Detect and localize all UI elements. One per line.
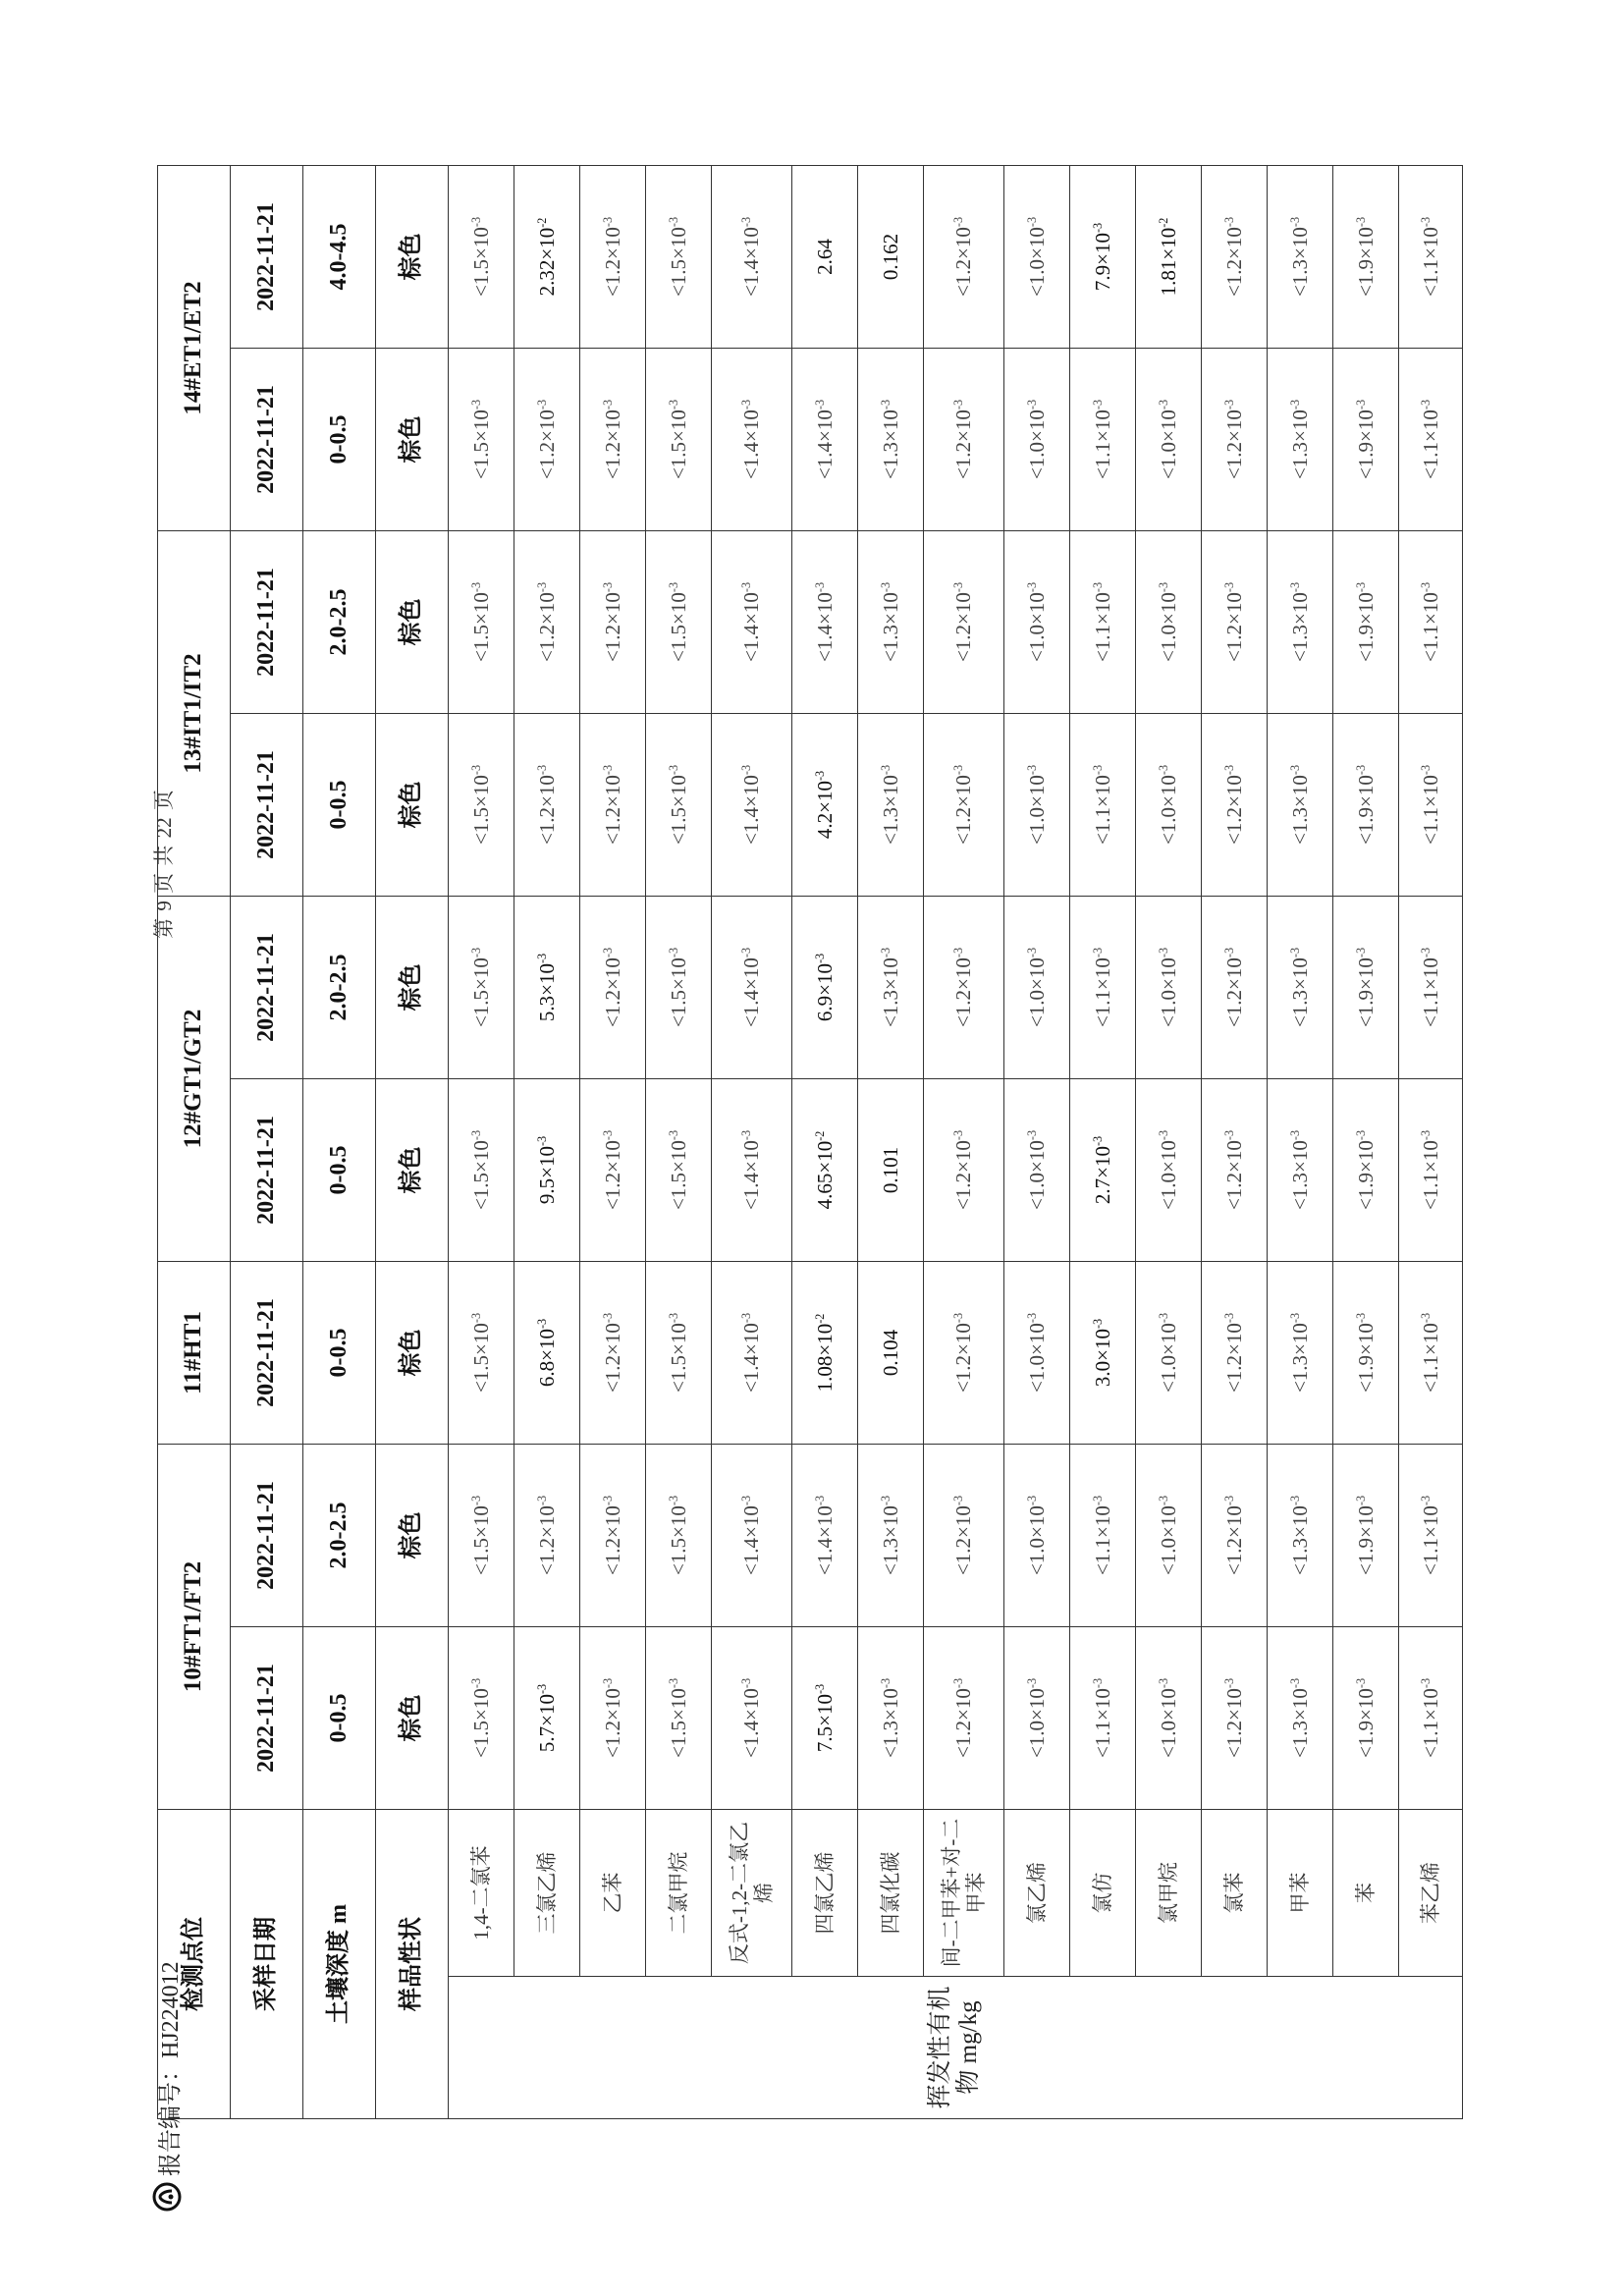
sample-date: 2022-11-21 — [231, 1262, 303, 1445]
compound-row — [1004, 165, 1070, 2118]
result-value: $<1.0\times 10^{-3}$ — [1136, 1079, 1202, 1262]
result-value: $<1.0\times 10^{-3}$ — [1004, 897, 1070, 1079]
sample-appearance: 棕色 — [376, 1262, 449, 1445]
result-value: $<1.9\times 10^{-3}$ — [1333, 348, 1399, 530]
sample-date: 2022-11-21 — [231, 530, 303, 713]
result-value: $<1.2\times 10^{-3}$ — [924, 348, 1004, 530]
result-value: $<1.9\times 10^{-3}$ — [1333, 1079, 1399, 1262]
result-value: $<1.5\times 10^{-3}$ — [449, 1627, 514, 1810]
result-value: $<1.3\times 10^{-3}$ — [1268, 165, 1333, 348]
sample-appearance: 棕色 — [376, 1079, 449, 1262]
results-table-body — [158, 165, 1463, 2118]
result-value: $<1.1\times 10^{-3}$ — [1399, 714, 1463, 897]
result-value: $<1.0\times 10^{-3}$ — [1004, 530, 1070, 713]
results-table-wrapper — [157, 168, 1455, 2119]
result-value: $<1.2\times 10^{-3}$ — [580, 530, 646, 713]
result-value: $<1.2\times 10^{-3}$ — [924, 1627, 1004, 1810]
compound-name: 乙苯 — [580, 1810, 646, 1977]
result-value: $<1.2\times 10^{-3}$ — [580, 897, 646, 1079]
sample-appearance: 棕色 — [376, 530, 449, 713]
result-value: $<1.2\times 10^{-3}$ — [514, 1445, 580, 1627]
result-value: $<1.5\times 10^{-3}$ — [449, 1079, 514, 1262]
compound-row — [1136, 165, 1202, 2118]
result-value: $<1.0\times 10^{-3}$ — [1004, 1262, 1070, 1445]
result-value: $<1.2\times 10^{-3}$ — [924, 714, 1004, 897]
result-value: $<1.9\times 10^{-3}$ — [1333, 1262, 1399, 1445]
results-table — [157, 165, 1463, 2119]
result-value: $<1.1\times 10^{-3}$ — [1399, 1445, 1463, 1627]
result-value: $<1.5\times 10^{-3}$ — [646, 165, 712, 348]
result-value: $<1.4\times 10^{-3}$ — [792, 1445, 858, 1627]
result-value: $<1.2\times 10^{-3}$ — [1202, 530, 1268, 713]
compound-row — [858, 165, 924, 2118]
result-value: $<1.4\times 10^{-3}$ — [712, 1627, 792, 1810]
result-value: $<1.1\times 10^{-3}$ — [1070, 714, 1136, 897]
result-value: $<1.0\times 10^{-3}$ — [1136, 1445, 1202, 1627]
compound-row — [1399, 165, 1463, 2118]
result-value: $<1.1\times 10^{-3}$ — [1070, 1445, 1136, 1627]
result-value: $<1.5\times 10^{-3}$ — [646, 1627, 712, 1810]
result-value: $<1.4\times 10^{-3}$ — [712, 1445, 792, 1627]
compound-row — [792, 165, 858, 2118]
result-value: $<1.4\times 10^{-3}$ — [792, 348, 858, 530]
result-value: $<1.2\times 10^{-3}$ — [514, 530, 580, 713]
result-value: $<1.1\times 10^{-3}$ — [1399, 1627, 1463, 1810]
result-value: $<1.2\times 10^{-3}$ — [924, 1445, 1004, 1627]
location-row — [158, 165, 231, 2118]
result-value: $3.0\times 10^{-3}$ — [1070, 1262, 1136, 1445]
result-value: $<1.2\times 10^{-3}$ — [924, 1079, 1004, 1262]
result-value: $<1.0\times 10^{-3}$ — [1004, 1079, 1070, 1262]
result-value: $<1.0\times 10^{-3}$ — [1136, 897, 1202, 1079]
result-value: $<1.5\times 10^{-3}$ — [646, 714, 712, 897]
location-group-2: 12#GT1/GT2 — [158, 897, 231, 1262]
compound-name: 间-二甲苯+对-二甲苯 — [924, 1810, 1004, 1977]
result-value: $<1.9\times 10^{-3}$ — [1333, 1627, 1399, 1810]
result-value: $7.9\times 10^{-3}$ — [1070, 165, 1136, 348]
compound-row — [1268, 165, 1333, 2118]
result-value: $<1.1\times 10^{-3}$ — [1070, 348, 1136, 530]
result-value: $<1.5\times 10^{-3}$ — [449, 714, 514, 897]
compound-row — [580, 165, 646, 2118]
appearance-row — [376, 165, 449, 2118]
result-value: $<1.2\times 10^{-3}$ — [514, 714, 580, 897]
compound-row — [1070, 165, 1136, 2118]
result-value: $<1.2\times 10^{-3}$ — [514, 348, 580, 530]
location-group-0: 10#FT1/FT2 — [158, 1445, 231, 1810]
result-value: $<1.2\times 10^{-3}$ — [580, 1079, 646, 1262]
result-value: $<1.2\times 10^{-3}$ — [580, 1262, 646, 1445]
sample-date: 2022-11-21 — [231, 165, 303, 348]
result-value: $<1.2\times 10^{-3}$ — [1202, 1079, 1268, 1262]
date-row — [231, 165, 303, 2118]
sample-appearance: 棕色 — [376, 714, 449, 897]
sample-date: 2022-11-21 — [231, 714, 303, 897]
result-value: $<1.2\times 10^{-3}$ — [580, 165, 646, 348]
result-value: $<1.1\times 10^{-3}$ — [1399, 348, 1463, 530]
result-value: $<1.1\times 10^{-3}$ — [1399, 1079, 1463, 1262]
result-value: $<1.2\times 10^{-3}$ — [580, 348, 646, 530]
result-value: $2.7\times 10^{-3}$ — [1070, 1079, 1136, 1262]
sample-depth: 4.0-4.5 — [303, 165, 376, 348]
result-value: $7.5\times 10^{-3}$ — [792, 1627, 858, 1810]
location-header-label: 检测点位 — [158, 1810, 231, 2119]
depth-header-label: 土壤深度 m — [303, 1810, 376, 2119]
compound-name: 四氯化碳 — [858, 1810, 924, 1977]
sample-appearance: 棕色 — [376, 165, 449, 348]
compound-name: 1,4-二氯苯 — [449, 1810, 514, 1977]
location-group-3: 13#IT1/IT2 — [158, 530, 231, 896]
sample-appearance: 棕色 — [376, 348, 449, 530]
sample-depth: 2.0-2.5 — [303, 897, 376, 1079]
result-value: $<1.0\times 10^{-3}$ — [1136, 348, 1202, 530]
compound-name: 氯乙烯 — [1004, 1810, 1070, 1977]
result-value: $<1.5\times 10^{-3}$ — [449, 165, 514, 348]
location-group-4: 14#ET1/ET2 — [158, 165, 231, 530]
result-value: $<1.2\times 10^{-3}$ — [1202, 897, 1268, 1079]
result-value: $<1.0\times 10^{-3}$ — [1004, 1445, 1070, 1627]
result-value: $<1.1\times 10^{-3}$ — [1070, 1627, 1136, 1810]
result-value: $<1.3\times 10^{-3}$ — [1268, 1262, 1333, 1445]
result-value: $<1.5\times 10^{-3}$ — [646, 897, 712, 1079]
result-value: $<1.0\times 10^{-3}$ — [1004, 714, 1070, 897]
result-value: $<1.0\times 10^{-3}$ — [1136, 530, 1202, 713]
compound-row — [924, 165, 1004, 2118]
result-value: $<1.2\times 10^{-3}$ — [924, 165, 1004, 348]
sample-appearance: 棕色 — [376, 1445, 449, 1627]
sample-depth: 0-0.5 — [303, 714, 376, 897]
depth-row — [303, 165, 376, 2118]
result-value: $<1.3\times 10^{-3}$ — [1268, 1445, 1333, 1627]
result-value: $<1.3\times 10^{-3}$ — [858, 897, 924, 1079]
compound-row — [646, 165, 712, 2118]
result-value: $<1.3\times 10^{-3}$ — [858, 714, 924, 897]
result-value: $<1.3\times 10^{-3}$ — [1268, 1079, 1333, 1262]
result-value: $<1.3\times 10^{-3}$ — [1268, 897, 1333, 1079]
result-value: $<1.9\times 10^{-3}$ — [1333, 165, 1399, 348]
result-value: $<1.2\times 10^{-3}$ — [1202, 165, 1268, 348]
compound-name: 三氯乙烯 — [514, 1810, 580, 1977]
appearance-header-label: 样品性状 — [376, 1810, 449, 2119]
result-value: $<1.3\times 10^{-3}$ — [1268, 714, 1333, 897]
result-value: $<1.1\times 10^{-3}$ — [1399, 897, 1463, 1079]
compound-name: 反式-1,2-二氯乙烯 — [712, 1810, 792, 1977]
result-value: $<1.5\times 10^{-3}$ — [646, 348, 712, 530]
result-value: $<1.3\times 10^{-3}$ — [1268, 530, 1333, 713]
compound-row — [712, 165, 792, 2118]
compound-name: 甲苯 — [1268, 1810, 1333, 1977]
result-value: $<1.5\times 10^{-3}$ — [646, 1079, 712, 1262]
sample-depth: 2.0-2.5 — [303, 1445, 376, 1627]
compound-row — [1202, 165, 1268, 2118]
sample-date: 2022-11-21 — [231, 1627, 303, 1810]
result-value: $<1.4\times 10^{-3}$ — [712, 714, 792, 897]
result-value: $<1.2\times 10^{-3}$ — [1202, 714, 1268, 897]
result-value: $<1.2\times 10^{-3}$ — [580, 714, 646, 897]
result-value: $1.81\times 10^{-2}$ — [1136, 165, 1202, 348]
result-value: $<1.4\times 10^{-3}$ — [712, 1262, 792, 1445]
sample-date: 2022-11-21 — [231, 897, 303, 1079]
compound-name: 二氯甲烷 — [646, 1810, 712, 1977]
result-value: $<1.1\times 10^{-3}$ — [1399, 1262, 1463, 1445]
result-value: $<1.0\times 10^{-3}$ — [1004, 348, 1070, 530]
result-value: $<1.0\times 10^{-3}$ — [1136, 1262, 1202, 1445]
compound-name: 四氯乙烯 — [792, 1810, 858, 1977]
compound-name: 氯苯 — [1202, 1810, 1268, 1977]
sample-appearance: 棕色 — [376, 1627, 449, 1810]
sample-depth: 0-0.5 — [303, 1079, 376, 1262]
location-group-1: 11#HT1 — [158, 1262, 231, 1445]
sample-date: 2022-11-21 — [231, 1079, 303, 1262]
result-value: $<1.9\times 10^{-3}$ — [1333, 530, 1399, 713]
sample-depth: 0-0.5 — [303, 1262, 376, 1445]
result-value: $<1.1\times 10^{-3}$ — [1070, 530, 1136, 713]
compound-name: 氯甲烷 — [1136, 1810, 1202, 1977]
result-value: $<1.4\times 10^{-3}$ — [712, 348, 792, 530]
result-value: $<1.5\times 10^{-3}$ — [449, 348, 514, 530]
result-value: $<1.2\times 10^{-3}$ — [1202, 1445, 1268, 1627]
result-value: 2.64 — [792, 165, 858, 348]
result-value: $<1.2\times 10^{-3}$ — [924, 530, 1004, 713]
result-value: $<1.2\times 10^{-3}$ — [924, 1262, 1004, 1445]
result-value: $<1.9\times 10^{-3}$ — [1333, 714, 1399, 897]
result-value: $<1.3\times 10^{-3}$ — [1268, 348, 1333, 530]
result-value: $<1.3\times 10^{-3}$ — [858, 530, 924, 713]
compound-row — [449, 165, 514, 2118]
result-value: $<1.3\times 10^{-3}$ — [858, 1627, 924, 1810]
result-value: $<1.3\times 10^{-3}$ — [1268, 1627, 1333, 1810]
sample-depth: 0-0.5 — [303, 348, 376, 530]
result-value: $6.9\times 10^{-3}$ — [792, 897, 858, 1079]
date-header-label: 采样日期 — [231, 1810, 303, 2119]
result-value: $<1.1\times 10^{-3}$ — [1070, 897, 1136, 1079]
result-value: $5.3\times 10^{-3}$ — [514, 897, 580, 1079]
sample-date: 2022-11-21 — [231, 1445, 303, 1627]
result-value: $5.7\times 10^{-3}$ — [514, 1627, 580, 1810]
result-value: $9.5\times 10^{-3}$ — [514, 1079, 580, 1262]
result-value: $<1.2\times 10^{-3}$ — [1202, 348, 1268, 530]
result-value: $<1.4\times 10^{-3}$ — [712, 897, 792, 1079]
result-value: $<1.4\times 10^{-3}$ — [712, 165, 792, 348]
result-value: $<1.2\times 10^{-3}$ — [580, 1627, 646, 1810]
result-value: $<1.0\times 10^{-3}$ — [1004, 165, 1070, 348]
compound-row — [1333, 165, 1399, 2118]
result-value: $<1.2\times 10^{-3}$ — [580, 1445, 646, 1627]
result-value: $1.08\times 10^{-2}$ — [792, 1262, 858, 1445]
result-value: $<1.1\times 10^{-3}$ — [1399, 530, 1463, 713]
result-value: $<1.9\times 10^{-3}$ — [1333, 1445, 1399, 1627]
result-value: $<1.5\times 10^{-3}$ — [646, 1262, 712, 1445]
result-value: $<1.5\times 10^{-3}$ — [449, 1445, 514, 1627]
company-logo-icon — [152, 2182, 182, 2212]
result-value: $<1.1\times 10^{-3}$ — [1399, 165, 1463, 348]
result-value: $<1.4\times 10^{-3}$ — [712, 530, 792, 713]
result-value: $4.65\times 10^{-2}$ — [792, 1079, 858, 1262]
report-number: 报告编号：HJ224012 — [157, 1961, 184, 2176]
result-value: 0.101 — [858, 1079, 924, 1262]
compound-name: 苯 — [1333, 1810, 1399, 1977]
compound-row — [514, 165, 580, 2118]
result-value: $<1.2\times 10^{-3}$ — [1202, 1627, 1268, 1810]
category-label: 挥发性有机物 mg/kg — [449, 1977, 1463, 2119]
page-counter: 第 9 页 共 22 页 — [152, 790, 176, 939]
result-value: $<1.5\times 10^{-3}$ — [646, 1445, 712, 1627]
result-value: $6.8\times 10^{-3}$ — [514, 1262, 580, 1445]
result-value: $4.2\times 10^{-3}$ — [792, 714, 858, 897]
result-value: $<1.4\times 10^{-3}$ — [792, 530, 858, 713]
result-value: $<1.2\times 10^{-3}$ — [924, 897, 1004, 1079]
result-value: $<1.3\times 10^{-3}$ — [858, 348, 924, 530]
result-value: $<1.5\times 10^{-3}$ — [449, 1262, 514, 1445]
result-value: 0.162 — [858, 165, 924, 348]
sample-date: 2022-11-21 — [231, 348, 303, 530]
sample-depth: 2.0-2.5 — [303, 530, 376, 713]
result-value: $<1.0\times 10^{-3}$ — [1004, 1627, 1070, 1810]
result-value: $<1.0\times 10^{-3}$ — [1136, 1627, 1202, 1810]
result-value: $<1.9\times 10^{-3}$ — [1333, 897, 1399, 1079]
compound-name: 氯仿 — [1070, 1810, 1136, 1977]
result-value: 0.104 — [858, 1262, 924, 1445]
result-value: $<1.5\times 10^{-3}$ — [646, 530, 712, 713]
result-value: $<1.4\times 10^{-3}$ — [712, 1079, 792, 1262]
sample-depth: 0-0.5 — [303, 1627, 376, 1810]
result-value: $<1.5\times 10^{-3}$ — [449, 530, 514, 713]
result-value: $<1.2\times 10^{-3}$ — [1202, 1262, 1268, 1445]
compound-name: 苯乙烯 — [1399, 1810, 1463, 1977]
result-value: $2.32\times 10^{-2}$ — [514, 165, 580, 348]
sample-appearance: 棕色 — [376, 897, 449, 1079]
result-value: $<1.0\times 10^{-3}$ — [1136, 714, 1202, 897]
result-value: $<1.3\times 10^{-3}$ — [858, 1445, 924, 1627]
result-value: $<1.5\times 10^{-3}$ — [449, 897, 514, 1079]
